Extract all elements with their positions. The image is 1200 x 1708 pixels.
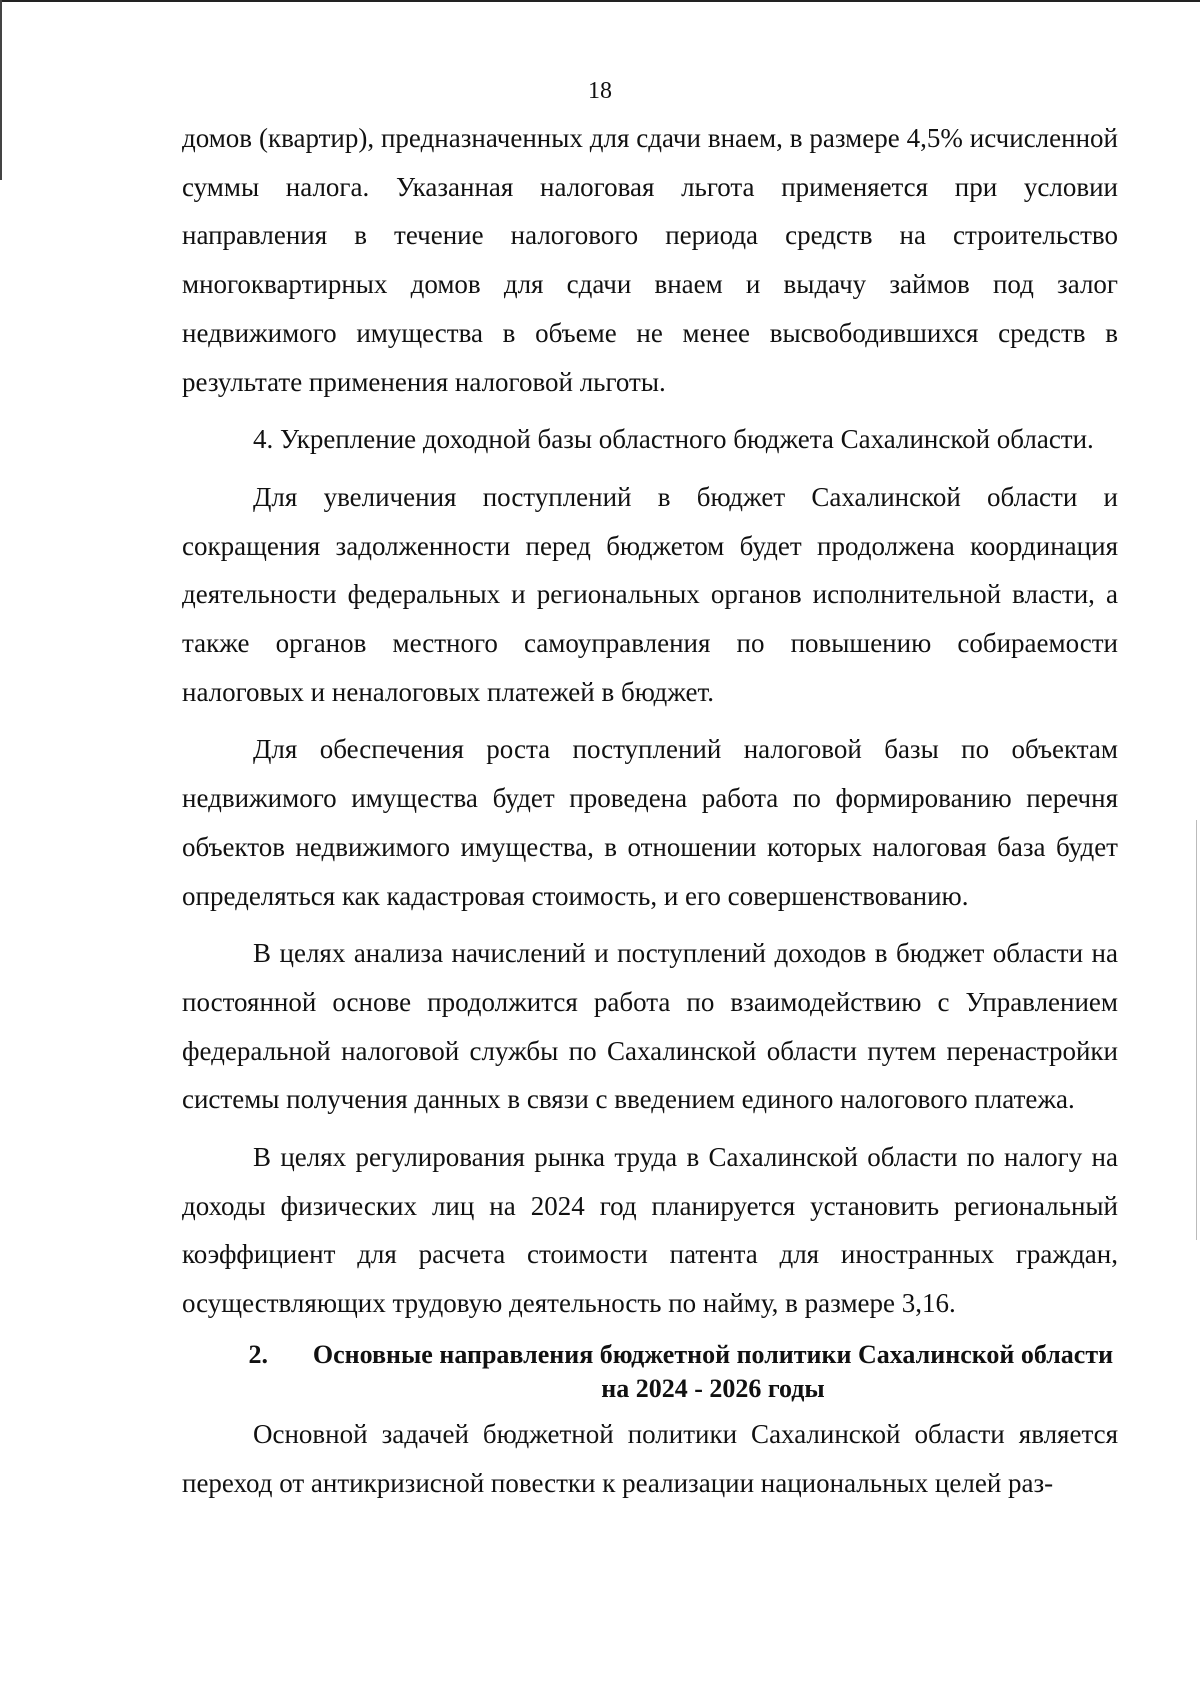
section-title: Основные направления бюджетной политики Сахалинской области на 2024 - 2026 годы bbox=[312, 1339, 1114, 1403]
paragraph: Для увеличения поступлений в бюджет Сахалинской области и сокращения задолженности перед бюджетом будет продолжена координация деятельности федеральных и региональных органов исполнительной власти, а также органов местного самоуправления по повышению собираемости налоговых и неналоговых платежей в бюджет. bbox=[182, 481, 1118, 707]
section-heading bbox=[182, 1338, 1118, 1406]
paragraph-numbered-item-4: 4. Укрепление доходной базы областного бюджета Сахалинской области. bbox=[253, 424, 1094, 455]
paragraph: В целях анализа начислений и поступлений доходов в бюджет области на постоянной основе продолжится работа по взаимодействию с Управлением федеральной налоговой службы по Сахалинской области путем перенастройки системы получения данных в связи с введением единого налогового платежа. bbox=[182, 938, 1118, 1115]
document-body bbox=[182, 114, 1118, 1507]
paragraph: В целях регулирования рынка труда в Сахалинской области по налогу на доходы физических лиц на 2024 год планируется установить региональный коэффициент для расчета стоимости патента для иностранных граждан, осуществляющих трудовую деятельность по найму, в размере 3,16. bbox=[182, 1142, 1118, 1319]
paragraph-section-intro: Основной задачей бюджетной политики Сахалинской области является переход от антикризисной повестки к реализации национальных целей раз- bbox=[182, 1418, 1118, 1498]
page-number: 18 bbox=[588, 78, 612, 104]
paragraph: Для обеспечения роста поступлений налоговой базы по объектам недвижимого имущества будет проведена работа по формированию перечня объектов недвижимого имущества, в отношении которых налоговая база будет определяться как кадастровая стоимость, и его совершенствованию. bbox=[182, 734, 1118, 911]
paragraph-continuation: домов (квартир), предназначенных для сдачи внаем, в размере 4,5% исчисленной суммы налога. Указанная налоговая льгота применяется при условии направления в течение налогового периода средств на строительство многоквартирных домов для сдачи внаем и выдачу займов под залог недвижимого имущества в объеме не менее высвободившихся средств в результате применения налоговой льготы. bbox=[182, 123, 1118, 397]
scan-edge-right bbox=[1196, 820, 1197, 1240]
scan-edge-top bbox=[0, 0, 1200, 2]
section-number: 2. bbox=[248, 1339, 268, 1369]
